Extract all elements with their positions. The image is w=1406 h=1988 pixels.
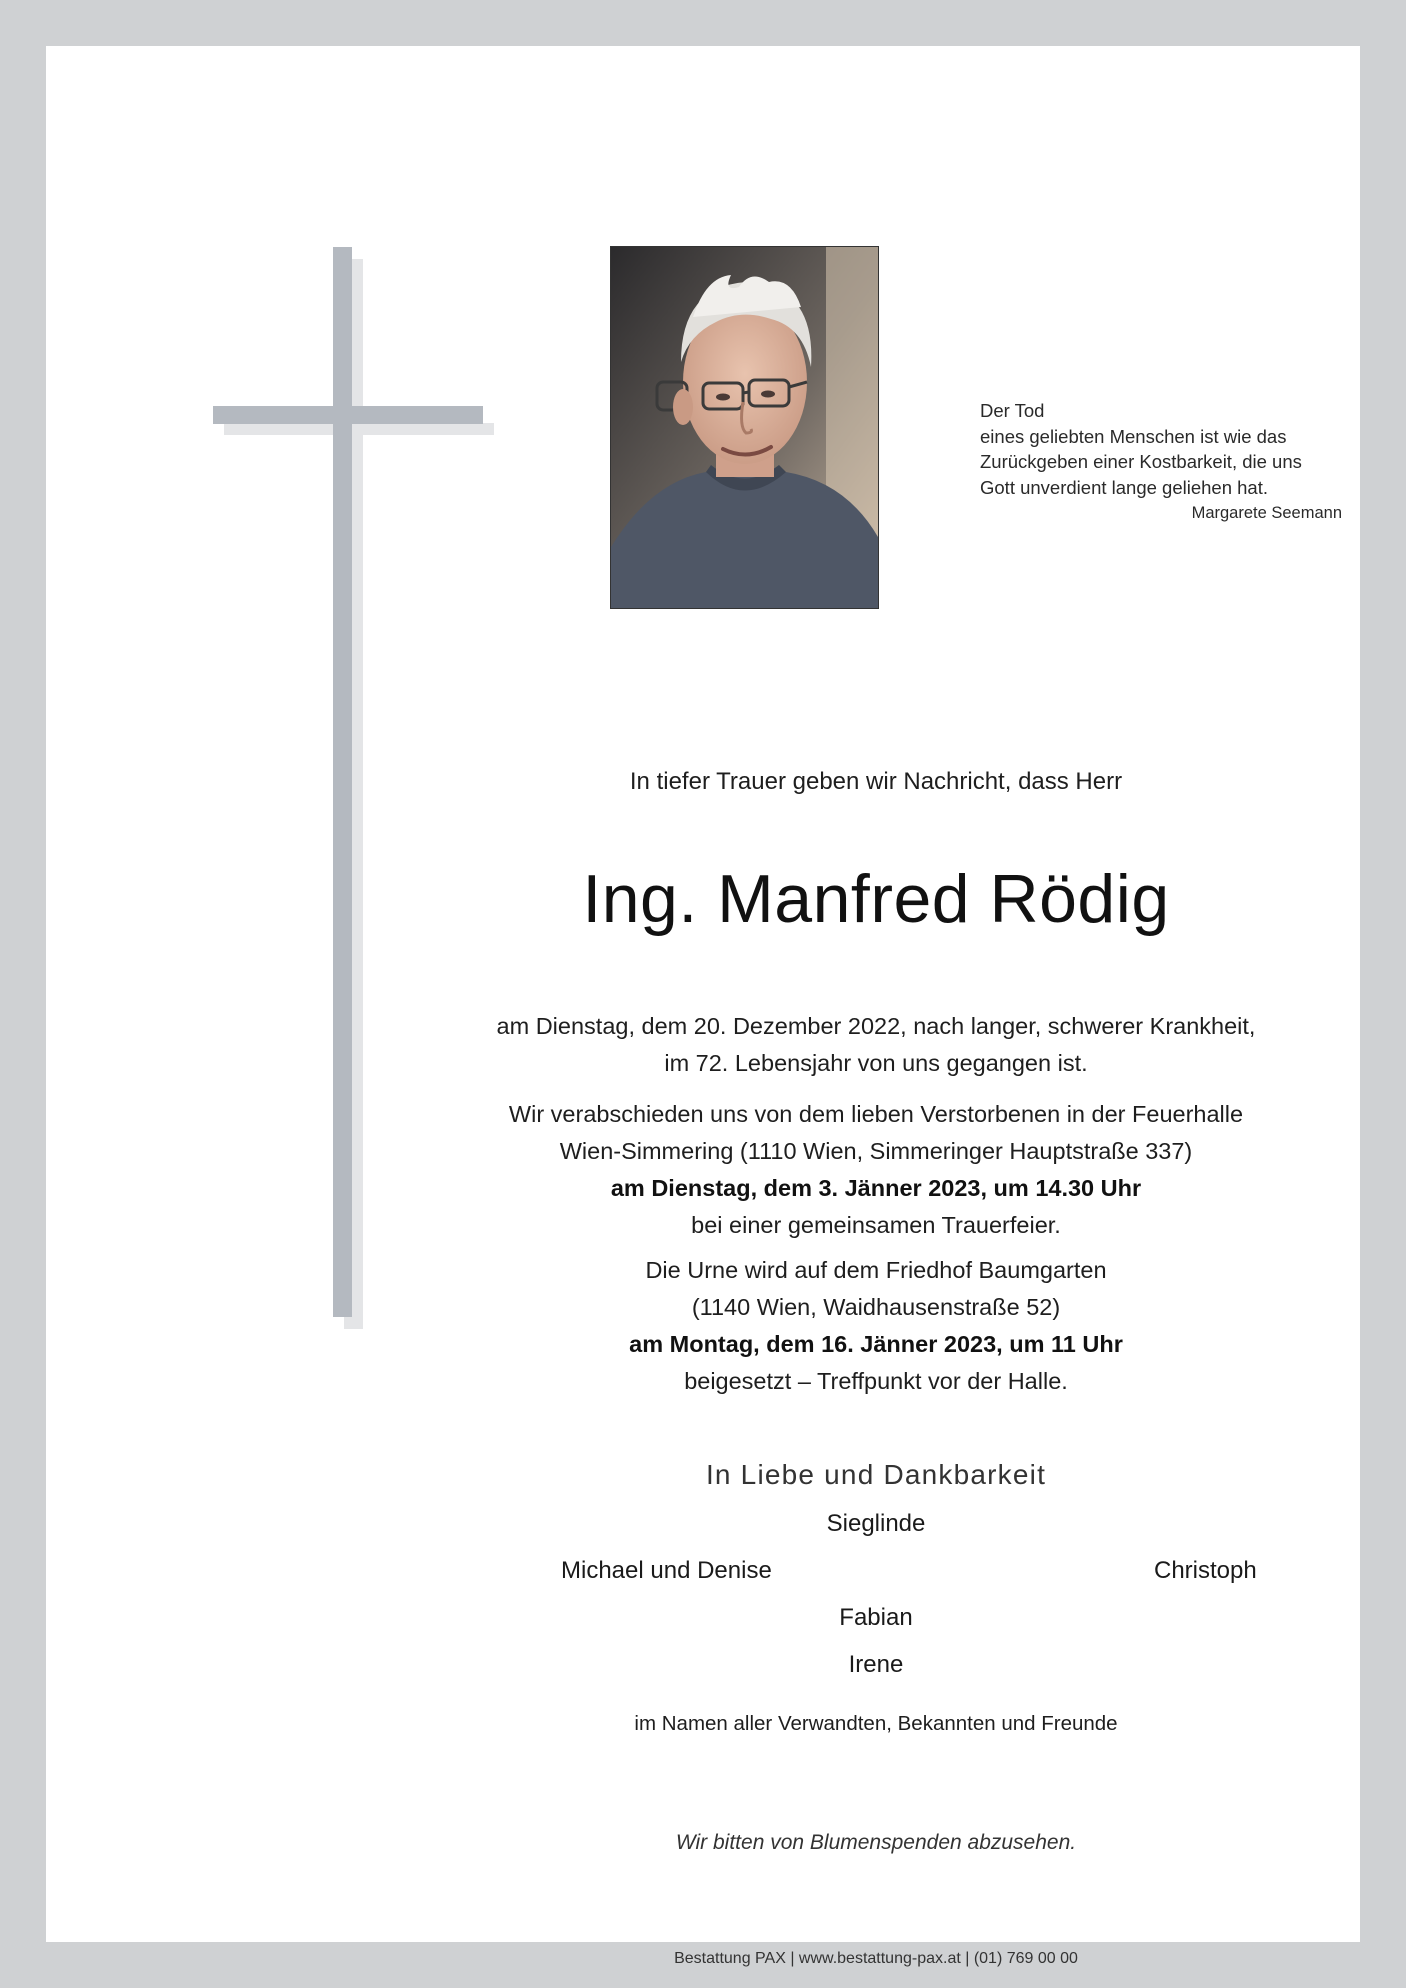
mourner-name: Michael und Denise <box>561 1557 772 1584</box>
flower-request: Wir bitten von Blumenspenden abzusehen. <box>675 1831 1077 1854</box>
death-line: am Dienstag, dem 20. Dezember 2022, nach langer, schwerer Krankheit, <box>496 1013 1256 1039</box>
farewell-line: bei einer gemeinsamen Trauerfeier. <box>691 1212 1061 1238</box>
quote-line: eines geliebten Menschen ist wie das <box>980 425 1287 447</box>
mourner-name: Irene <box>848 1651 904 1678</box>
burial-date: am Montag, dem 16. Jänner 2023, um 11 Uhr <box>629 1331 1123 1357</box>
cross-shadow-horizontal <box>224 423 494 435</box>
quote-line: Der Tod <box>980 400 1045 421</box>
deceased-name: Ing. Manfred Rödig <box>582 861 1170 937</box>
quote-author: Margarete Seemann <box>1191 504 1342 522</box>
burial-paragraph <box>446 1252 1306 1400</box>
cross-icon-horizontal-bar <box>213 406 483 424</box>
quote-line: Gott unverdient lange geliehen hat. <box>980 476 1268 498</box>
mourners-heading: In Liebe und Dankbarkeit <box>705 1459 1047 1490</box>
quote-line: Zurückgeben einer Kostbarkeit, die uns <box>980 451 1302 472</box>
relatives-note: im Namen aller Verwandten, Bekannten und Freunde <box>634 1712 1118 1735</box>
mourner-name: Sieglinde <box>826 1510 926 1537</box>
intro-text: In tiefer Trauer geben wir Nachricht, dass Herr <box>629 768 1123 795</box>
death-line: im 72. Lebensjahr von uns gegangen ist. <box>664 1050 1088 1076</box>
funeral-home-footer: Bestattung PAX | www.bestattung-pax.at | (01) 769 00 00 <box>674 1950 1078 1967</box>
farewell-line: Wien-Simmering (1110 Wien, Simmeringer Hauptstraße 337) <box>559 1138 1193 1164</box>
farewell-line: Wir verabschieden uns von dem lieben Verstorbenen in der Feuerhalle <box>508 1101 1244 1127</box>
portrait-photo <box>610 246 879 609</box>
burial-line: beigesetzt – Treffpunkt vor der Halle. <box>684 1368 1068 1394</box>
farewell-date: am Dienstag, dem 3. Jänner 2023, um 14.30 Uhr <box>610 1175 1142 1201</box>
death-paragraph <box>446 1008 1306 1082</box>
burial-line: (1140 Wien, Waidhausenstraße 52) <box>691 1294 1061 1320</box>
obituary-sheet <box>46 46 1360 1967</box>
mourner-name: Christoph <box>1154 1557 1257 1584</box>
burial-line: Die Urne wird auf dem Friedhof Baumgarten <box>645 1257 1107 1283</box>
mourner-name: Fabian <box>839 1604 913 1631</box>
memorial-quote <box>980 398 1342 527</box>
farewell-paragraph <box>446 1096 1306 1244</box>
